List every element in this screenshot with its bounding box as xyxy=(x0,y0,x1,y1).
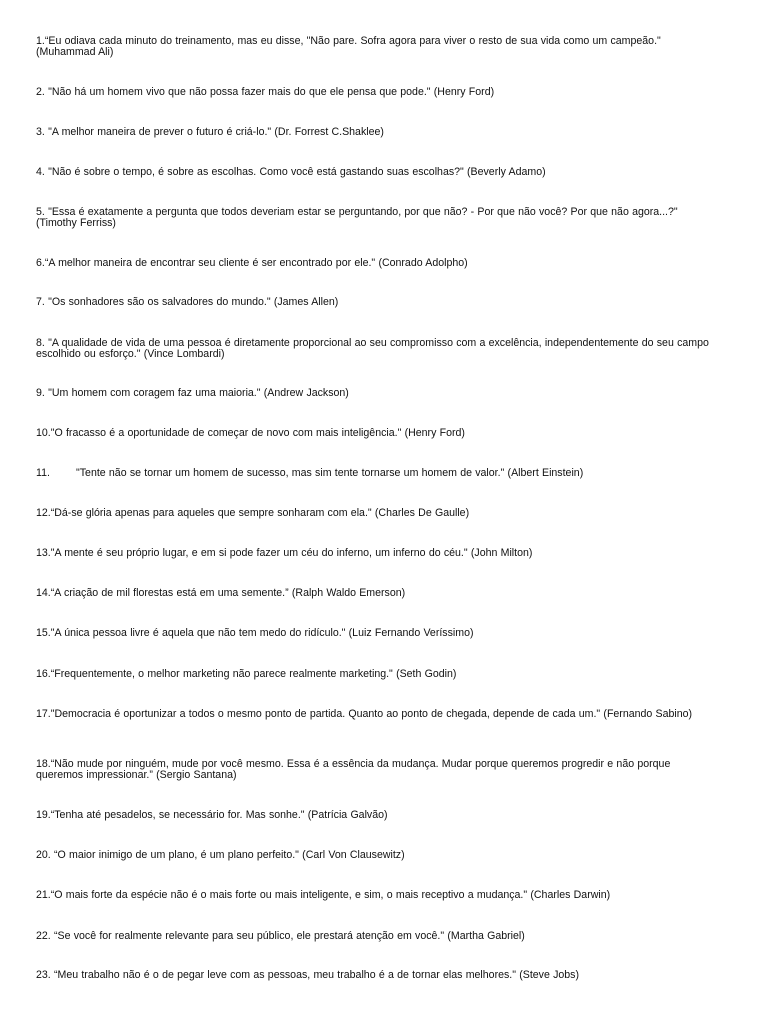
quote-text: "Não há um homem vivo que não possa fazer mais do que ele pensa que pode." (Henry Ford) xyxy=(44,86,495,98)
quote-text: “A melhor maneira de encontrar seu cliente é ser encontrado por ele." (Conrado Adolpho) xyxy=(44,257,468,269)
quote-6 xyxy=(36,258,712,269)
quote-text: "A qualidade de vida de uma pessoa é diretamente proporcional ao seu compromisso com a excelência, independentemente do seu campo escolhido ou esforço." (Vince Lombardi) xyxy=(36,337,709,360)
quote-text: “Meu trabalho não é o de pegar leve com as pessoas, meu trabalho é a de tornar elas melhores." (Steve Jobs) xyxy=(50,969,579,981)
quote-23 xyxy=(36,970,712,981)
quote-number: 9. xyxy=(36,387,45,399)
quote-18 xyxy=(36,759,712,781)
quote-text: “A criação de mil florestas está em uma semente.” (Ralph Waldo Emerson) xyxy=(50,587,406,599)
quote-text: "A melhor maneira de prever o futuro é criá-lo." (Dr. Forrest C.Shaklee) xyxy=(44,126,384,138)
quote-number: 7. xyxy=(36,296,45,308)
quote-8 xyxy=(36,338,712,360)
quote-text: "Um homem com coragem faz uma maioria." (Andrew Jackson) xyxy=(44,387,349,399)
quote-number: 12. xyxy=(36,507,51,519)
quote-number: 18. xyxy=(36,758,51,770)
quote-number: 21. xyxy=(36,889,51,901)
quote-number: 11. xyxy=(36,467,50,479)
quote-text: “Não mude por ninguém, mude por você mesmo. Essa é a essência da mudança. Mudar porque queremos progredir e não porque queremos impressionar.” (Sergio Santana) xyxy=(36,758,671,781)
quote-text: "A única pessoa livre é aquela que não tem medo do ridículo." (Luiz Fernando Veríssimo) xyxy=(50,627,474,639)
quote-number: 2. xyxy=(36,86,45,98)
quote-5 xyxy=(36,207,712,229)
quote-text: "Os sonhadores são os salvadores do mundo." (James Allen) xyxy=(44,296,339,308)
quote-number: 3. xyxy=(36,126,45,138)
quote-2 xyxy=(36,87,712,98)
quote-number: 15. xyxy=(36,627,51,639)
quote-text: “O maior inimigo de um plano, é um plano perfeito." (Carl Von Clausewitz) xyxy=(50,849,405,861)
quote-13 xyxy=(36,548,712,559)
quote-number: 8. xyxy=(36,337,45,349)
quote-number: 14. xyxy=(36,587,51,599)
quote-3 xyxy=(36,127,712,138)
quote-number: 6. xyxy=(36,257,45,269)
quote-number: 1. xyxy=(36,35,45,47)
quote-number: 5. xyxy=(36,206,45,218)
quote-text: "Democracia é oportunizar a todos o mesmo ponto de partida. Quanto ao ponto de chegada, depende de cada um." (Fernando Sabino) xyxy=(50,708,693,720)
quote-number: 17. xyxy=(36,708,51,720)
quote-text: "Não é sobre o tempo, é sobre as escolhas. Como você está gastando suas escolhas?" (Beverly Adamo) xyxy=(44,166,546,178)
quote-number: 4. xyxy=(36,166,45,178)
quote-number: 23. xyxy=(36,969,51,981)
quote-20 xyxy=(36,850,712,861)
quote-9 xyxy=(36,388,712,399)
quote-16 xyxy=(36,669,712,680)
quote-22 xyxy=(36,931,712,942)
quote-text: "O fracasso é a oportunidade de começar de novo com mais inteligência." (Henry Ford) xyxy=(50,427,465,439)
quote-1 xyxy=(36,36,712,58)
quote-10 xyxy=(36,428,712,439)
quote-text: "Tente não se tornar um homem de sucesso, mas sim tente tornarse um homem de valor." (Albert Einstein) xyxy=(76,467,584,479)
quote-text: “Tenha até pesadelos, se necessário for. Mas sonhe." (Patrícia Galvão) xyxy=(50,809,388,821)
quote-number: 19. xyxy=(36,809,51,821)
quote-text: “Eu odiava cada minuto do treinamento, mas eu disse, "Não pare. Sofra agora para viver o resto de sua vida como um campeão."(Muhammad Ali) xyxy=(36,35,661,58)
quote-text: "A mente é seu próprio lugar, e em si pode fazer um céu do inferno, um inferno do céu." (John Milton) xyxy=(50,547,533,559)
quote-number: 13. xyxy=(36,547,51,559)
quote-4 xyxy=(36,167,712,178)
quote-21 xyxy=(36,890,712,901)
quote-number: 22. xyxy=(36,930,51,942)
quote-text: “O mais forte da espécie não é o mais forte ou mais inteligente, e sim, o mais receptivo a mudança." (Charles Darwin) xyxy=(50,889,611,901)
quote-7 xyxy=(36,297,712,308)
quote-text: “Dá-se glória apenas para aqueles que sempre sonharam com ela." (Charles De Gaulle) xyxy=(50,507,470,519)
quote-19 xyxy=(36,810,712,821)
quote-14 xyxy=(36,588,712,599)
quote-text: “Frequentemente, o melhor marketing não parece realmente marketing." (Seth Godin) xyxy=(50,668,457,680)
quote-number: 16. xyxy=(36,668,51,680)
quote-15 xyxy=(36,628,712,639)
quote-number: 20. xyxy=(36,849,51,861)
quote-11 xyxy=(36,468,712,479)
quote-text: "Essa é exatamente a pergunta que todos deveriam estar se perguntando, por que não? - Por que não você? Por que não agora...?" (Timothy Ferriss) xyxy=(36,206,678,229)
quote-12 xyxy=(36,508,712,519)
quote-number: 10. xyxy=(36,427,51,439)
quote-17 xyxy=(36,709,712,720)
quote-text: “Se você for realmente relevante para seu público, ele prestará atenção em você." (Martha Gabriel) xyxy=(50,930,525,942)
